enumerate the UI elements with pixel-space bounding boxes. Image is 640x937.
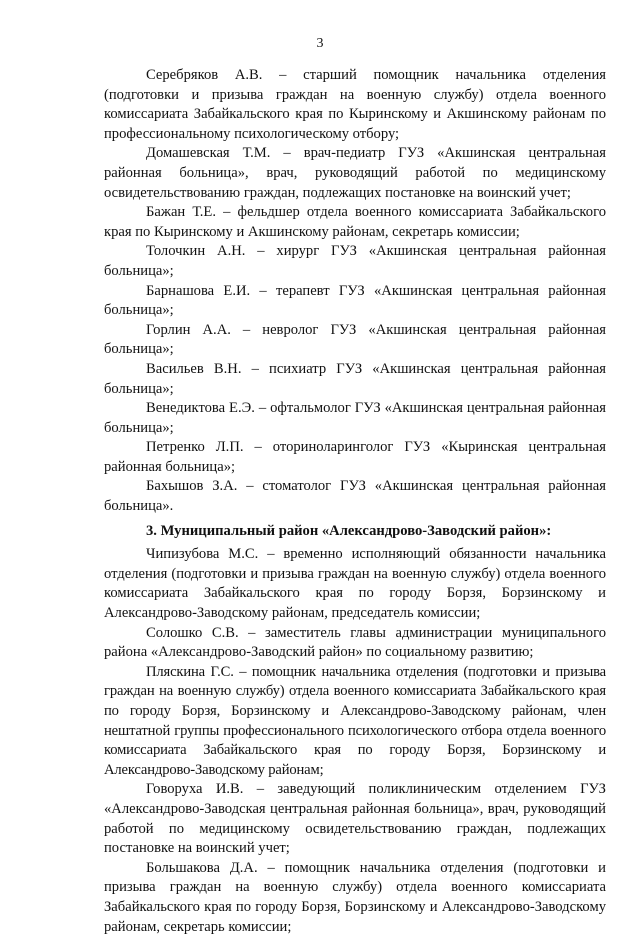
member-paragraph: Домашевская Т.М. – врач-педиатр ГУЗ «Акшинская центральная районная больница», врач, руководящий работой по медицинскому освидетельствованию граждан, подлежащих постановке на воинский учет; bbox=[104, 145, 606, 201]
member-paragraph: Барнашова Е.И. – терапевт ГУЗ «Акшинская центральная районная больница»; bbox=[104, 282, 606, 319]
member-paragraph: Пляскина Г.С. – помощник начальника отделения (подготовки и призыва граждан на военную службу) отдела военного комиссариата Забайкальского края по городу Борзя, Борзинскому и Александрово-Заводскому районам, член нештатной группы профессионального психологического отбора отдела военного комиссариата Забайкальского края по городу Борзя, Борзинскому и Александрово-Заводскому районам; bbox=[104, 663, 606, 778]
member-paragraph: Чипизубова М.С. – временно исполняющий обязанности начальника отделения (подготовки и призыва граждан на военную службу) отдела военного комиссариата Забайкальского края по городу Борзя, Борзинскому и Александрово-Заводскому районам, председатель комиссии; bbox=[104, 546, 606, 622]
member-paragraph: Большакова Д.А. – помощник начальника отделения (подготовки и призыва граждан на военную службу) отдела военного комиссариата Забайкальского края по городу Борзя, Борзинскому и Александрово-Заводскому районам, секретарь комиссии; bbox=[104, 859, 606, 935]
member-paragraph: Горлин А.А. – невролог ГУЗ «Акшинская центральная районная больница»; bbox=[104, 321, 606, 358]
member-paragraph: Толочкин А.Н. – хирург ГУЗ «Акшинская центральная районная больница»; bbox=[104, 243, 606, 279]
member-paragraph: Петренко Л.П. – оториноларинголог ГУЗ «Кыринская центральная районная больница»; bbox=[104, 439, 606, 475]
member-paragraph: Бажан Т.Е. – фельдшер отдела военного комиссариата Забайкальского края по Кыринскому и Акшинскому районам, секретарь комиссии; bbox=[104, 204, 606, 240]
member-paragraph: Солошко С.В. – заместитель главы администрации муниципального района «Александрово-Заводский район» по социальному развитию; bbox=[104, 624, 606, 661]
page-number: 3 bbox=[316, 36, 324, 51]
member-paragraph: Бахышов З.А. – стоматолог ГУЗ «Акшинская центральная районная больница». bbox=[104, 478, 606, 515]
member-paragraph: Васильев В.Н. – психиатр ГУЗ «Акшинская центральная районная больница»; bbox=[104, 360, 606, 397]
member-paragraph: Серебряков А.В. – старший помощник начальника отделения (подготовки и призыва граждан на военную службу) отдела военного комиссариата Забайкальского края по Кыринскому и Акшинскому районам по профессиональному психологическому отбору; bbox=[104, 67, 606, 142]
member-paragraph: Говоруха И.В. – заведующий поликлиническим отделением ГУЗ «Александрово-Заводская центральная районная больница», врач, руководящий работой по медицинскому освидетельствованию граждан, подлежащих постановке на воинский учет; bbox=[104, 781, 606, 857]
section-title: 3. Муниципальный район «Александрово-Заводский район»: bbox=[146, 522, 552, 539]
document-body bbox=[104, 66, 606, 937]
member-paragraph: Венедиктова Е.Э. – офтальмолог ГУЗ «Акшинская центральная районная больница»; bbox=[104, 400, 606, 436]
